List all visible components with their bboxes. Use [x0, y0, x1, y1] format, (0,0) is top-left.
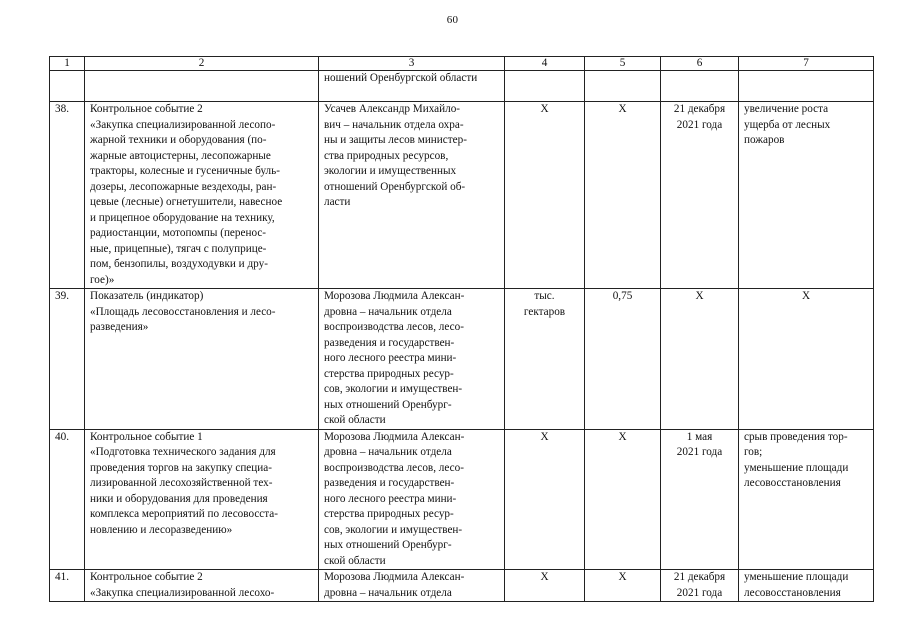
responsible-person: Морозова Людмила Алексан- дровна – начальник отдела воспроизводства лесов, лесо- разведения и государствен- ного лесного реестра мини- стерства природных ресур- сов, экологии и имуществен- ных отношений Оренбург- ской области [319, 429, 505, 570]
column-header-3: 3 [319, 57, 505, 71]
value-cell: Х [585, 570, 661, 602]
continuation-cell-2 [85, 71, 319, 102]
event-description: Контрольное событие 1 «Подготовка технического задания для проведения торгов на закупку специа- лизированной лесохозяйственной тех- ники и оборудования для проведения комплекса мероприятий по лесовосста- новлению и лесоразведению» [85, 429, 319, 570]
event-description: Показатель (индикатор) «Площадь лесовосстановления и лесо- разведения» [85, 289, 319, 430]
row-number: 41. [50, 570, 85, 602]
risk-cell: срыв проведения тор- гов; уменьшение площади лесовосстановления [739, 429, 874, 570]
continuation-cell-6 [661, 71, 739, 102]
column-header-7: 7 [739, 57, 874, 71]
page-number: 60 [446, 14, 459, 26]
table-row [50, 102, 874, 289]
table-row [50, 570, 874, 602]
column-header-5: 5 [585, 57, 661, 71]
risk-cell: увеличение роста ущерба от лесных пожаров [739, 102, 874, 289]
column-header-1: 1 [50, 57, 85, 71]
continuation-cell-1 [50, 71, 85, 102]
column-header-2: 2 [85, 57, 319, 71]
unit-cell: Х [505, 429, 585, 570]
value-cell: 0,75 [585, 289, 661, 430]
risk-cell: Х [739, 289, 874, 430]
responsible-person: Морозова Людмила Алексан- дровна – начальник отдела воспроизводства лесов, лесо- разведения и государствен- ного лесного реестра мини- стерства природных ресур- сов, экологии и имуществен- ных отношений Оренбург- ской области [319, 289, 505, 430]
unit-cell: тыс. гектаров [505, 289, 585, 430]
continuation-responsible: ношений Оренбургской области [319, 71, 505, 102]
plan-table [49, 56, 874, 602]
deadline-cell: 21 декабря 2021 года [661, 102, 739, 289]
continuation-row [50, 71, 874, 102]
value-cell: Х [585, 102, 661, 289]
responsible-person: Морозова Людмила Алексан- дровна – начальник отдела [319, 570, 505, 602]
header-row [50, 57, 874, 71]
row-number: 38. [50, 102, 85, 289]
unit-cell: Х [505, 570, 585, 602]
table-row [50, 289, 874, 430]
responsible-person: Усачев Александр Михайло- вич – начальник отдела охра- ны и защиты лесов министер- ства природных ресурсов, экологии и имущественных отношений Оренбургской об- ласти [319, 102, 505, 289]
column-header-4: 4 [505, 57, 585, 71]
column-header-6: 6 [661, 57, 739, 71]
deadline-cell: 21 декабря 2021 года [661, 570, 739, 602]
deadline-cell: 1 мая 2021 года [661, 429, 739, 570]
continuation-cell-7 [739, 71, 874, 102]
continuation-cell-5 [585, 71, 661, 102]
value-cell: Х [585, 429, 661, 570]
continuation-cell-4 [505, 71, 585, 102]
table-row [50, 429, 874, 570]
deadline-cell: Х [661, 289, 739, 430]
event-description: Контрольное событие 2 «Закупка специализированной лесопо- жарной техники и оборудования (по- жарные автоцистерны, лесопожарные тракторы, колесные и гусеничные буль- дозеры, лесопожарные вездеходы, ран- цевые (лесные) огнетушители, навесное и прицепное оборудование на технику, радиостанции, мотопомпы (перенос- ные, прицепные), тягач с полуприце- пом, бензопилы, воздуходувки и дру- гое)» [85, 102, 319, 289]
event-description: Контрольное событие 2 «Закупка специализированной лесохо- [85, 570, 319, 602]
row-number: 40. [50, 429, 85, 570]
unit-cell: Х [505, 102, 585, 289]
risk-cell: уменьшение площади лесовосстановления [739, 570, 874, 602]
row-number: 39. [50, 289, 85, 430]
